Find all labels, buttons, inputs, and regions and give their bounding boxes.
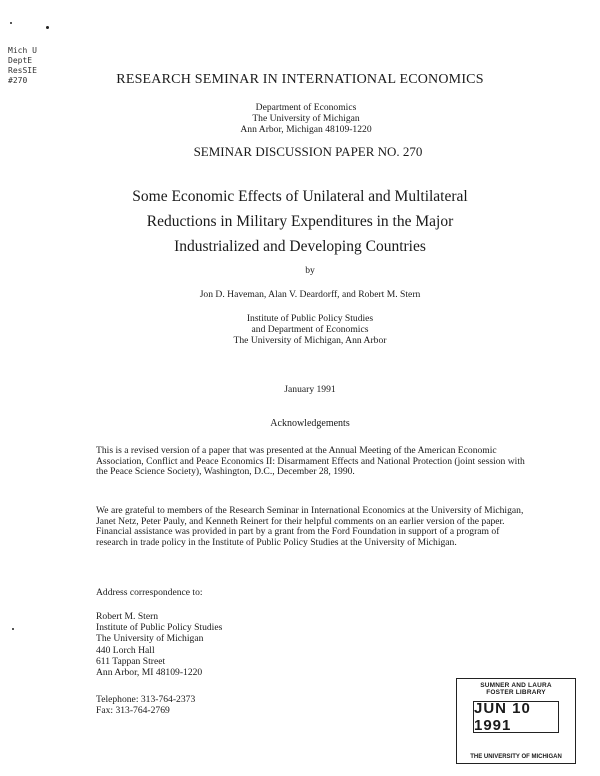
affiliation-line-3: The University of Michigan, Ann Arbor	[233, 335, 387, 346]
scan-speck	[46, 26, 49, 29]
acknowledgement-paragraph-1	[96, 446, 526, 478]
seminar-title: RESEARCH SEMINAR IN INTERNATIONAL ECONOMICS	[116, 72, 484, 87]
authors: Jon D. Haveman, Alan V. Deardorff, and Robert M. Stern	[199, 289, 421, 300]
address-line: 611 Tappan Street	[96, 655, 166, 667]
stamp-library-name	[457, 682, 575, 696]
acknowledgements-heading: Acknowledgements	[270, 418, 350, 429]
address-line: The University of Michigan	[96, 633, 204, 645]
stamp-library-line-2: FOSTER LIBRARY	[486, 689, 546, 696]
stamp-date: JUN 10 1991	[473, 701, 559, 733]
scan-speck	[10, 22, 12, 24]
ack-text-2: We are grateful to members of the Research Seminar in International Economics at the University of Michigan, Janet Netz, Peter Pauly, and Kenneth Reinert for their helpful comments on an earlier version of the paper. Financial assistance was provided in part by a grant from the Ford Foundation in support of a program of research in trade policy in the Institute of Public Policy Studies at the University of Michigan.	[96, 505, 524, 548]
stamp-university: THE UNIVERSITY OF MICHIGAN	[470, 754, 562, 760]
library-received-stamp	[456, 678, 576, 764]
correspondence-address	[96, 611, 222, 678]
address-line: 440 Lorch Hall	[96, 644, 155, 656]
call-number-line: DeptE	[8, 56, 33, 65]
fax: Fax: 313-764-2769	[96, 705, 170, 717]
affiliation-line-1: Institute of Public Policy Studies	[246, 313, 374, 324]
contact-name: Robert M. Stern	[96, 611, 159, 622]
date: January 1991	[284, 384, 336, 395]
stamp-library-line-1: SUMNER AND LAURA	[480, 682, 552, 689]
call-number-line: ResSIE	[8, 66, 37, 75]
paper-title-line-2: Reductions in Military Expenditures in the Major	[146, 213, 454, 230]
scan-speck	[12, 628, 14, 630]
paper-title-line-1: Some Economic Effects of Unilateral and Multilateral	[132, 188, 468, 205]
paper-number: SEMINAR DISCUSSION PAPER NO. 270	[193, 144, 423, 159]
address-line: Institute of Public Policy Studies	[96, 622, 223, 634]
ack-text-1: This is a revised version of a paper that was presented at the Annual Meeting of the American Economic Association, Conflict and Peace Economics II: Disarmament Effects and National Protection (joint session with the Peace Science Society), Washington, D.C., December 28, 1990.	[96, 445, 525, 478]
paper-title-line-3: Industrialized and Developing Countries	[174, 238, 426, 255]
correspondence-label: Address correspondence to:	[96, 587, 203, 598]
call-number-line: Mich U	[8, 46, 37, 55]
acknowledgement-paragraph-2	[96, 506, 526, 548]
by-label: by	[305, 265, 315, 276]
department: Department of Economics	[255, 102, 357, 113]
location: Ann Arbor, Michigan 48109-1220	[240, 124, 372, 135]
affiliation-line-2: and Department of Economics	[251, 324, 369, 335]
contact-numbers	[96, 694, 195, 716]
university: The University of Michigan	[252, 113, 360, 124]
telephone: Telephone: 313-764-2373	[96, 694, 196, 705]
call-number-line: #270	[8, 76, 28, 85]
address-line: Ann Arbor, MI 48109-1220	[96, 667, 203, 679]
